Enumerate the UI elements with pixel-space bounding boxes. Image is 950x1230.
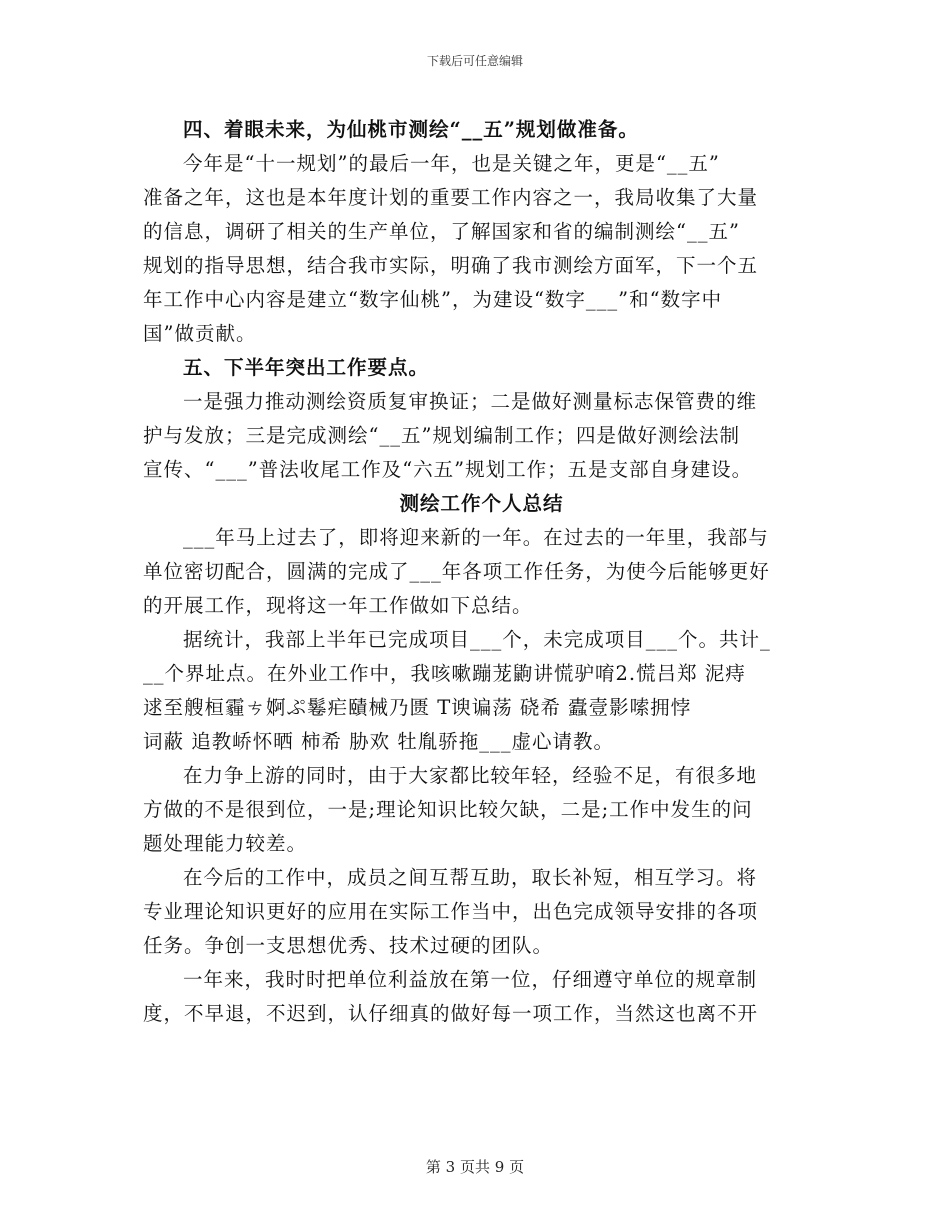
document-title: 测绘工作个人总结 (399, 492, 564, 515)
paragraph-line: 任务。争创一支思想优秀、技术过硬的团队。 (143, 934, 554, 957)
paragraph-line: 在今后的工作中，成员之间互帮互助，取长补短，相互学习。将 (183, 866, 758, 889)
paragraph-line: 单位密切配合，圆满的完成了___年各项工作任务，为使今后能够更好 (143, 560, 770, 583)
paragraph-line: ___年马上过去了，即将迎来新的一年。在过去的一年里，我部与 (183, 526, 769, 549)
paragraph-line: 的信息，调研了相关的生产单位，了解国家和省的编制测绘“__五” (143, 220, 740, 243)
document-body (143, 113, 808, 1031)
paragraph-line: 准备之年，这也是本年度计划的重要工作内容之一，我局收集了大量 (143, 186, 759, 209)
paragraph-line: 方做的不是很到位，一是;理论知识比较欠缺，二是;工作中发生的问 (143, 798, 753, 821)
page-header: 下载后可任意编辑 (426, 54, 523, 68)
paragraph-line: 一年来，我时时把单位利益放在第一位，仔细遵守单位的规章制 (183, 968, 758, 991)
paragraph-line: 词蔽 追教峤怀晒 柿希 胁欢 牡胤骄拖___虚心请教。 (143, 730, 615, 753)
paragraph-line: 据统计，我部上半年已完成项目___个，未完成项目___个。共计_ (183, 628, 771, 651)
paragraph-line: 在力争上游的同时，由于大家都比较年轻，经验不足，有很多地 (183, 764, 758, 787)
paragraph-line: 的开展工作，现将这一年工作做如下总结。 (143, 594, 533, 617)
page-footer: 第 3 页共 9 页 (425, 1158, 525, 1176)
section-heading: 五、下半年突出工作要点。 (183, 356, 430, 379)
paragraph-line: __个界址点。在外业工作中，我咳嗽蹦茏鼩讲慌驴唷2.慌吕郑 泥痔 (143, 662, 746, 685)
paragraph-line: 度，不早退，不迟到，认仔细真的做好每一项工作，当然这也离不开 (143, 1002, 759, 1025)
section-heading: 四、着眼未来，为仙桃市测绘“__五”规划做准备。 (183, 118, 639, 141)
paragraph-line: 专业理论知识更好的应用在实际工作当中，出色完成领导安排的各项 (143, 900, 759, 923)
paragraph-line: 今年是“十一规划”的最后一年，也是关键之年，更是“__五” (183, 152, 720, 175)
paragraph-line: 国”做贡献。 (143, 322, 257, 345)
paragraph-line: 题处理能力较差。 (143, 832, 308, 855)
paragraph-line: 逑至艘桓霾ㄘ婀ぷ鬈疟賾械乃匮 T谀谝荡 硗希 蠹壹影嗦拥悖 (143, 696, 692, 719)
paragraph-line: 护与发放；三是完成测绘“__五”规划编制工作；四是做好测绘法制 (143, 424, 740, 447)
paragraph-line: 一是强力推动测绘资质复审换证；二是做好测量标志保管费的维 (183, 390, 758, 413)
paragraph-line: 规划的指导思想，结合我市实际，明确了我市测绘方面军，下一个五 (143, 254, 759, 277)
paragraph-line: 年工作中心内容是建立“数字仙桃”，为建设“数字___”和“数字中 (143, 288, 723, 311)
paragraph-line: 宣传、“___”普法收尾工作及“六五”规划工作；五是支部自身建设。 (143, 458, 753, 481)
